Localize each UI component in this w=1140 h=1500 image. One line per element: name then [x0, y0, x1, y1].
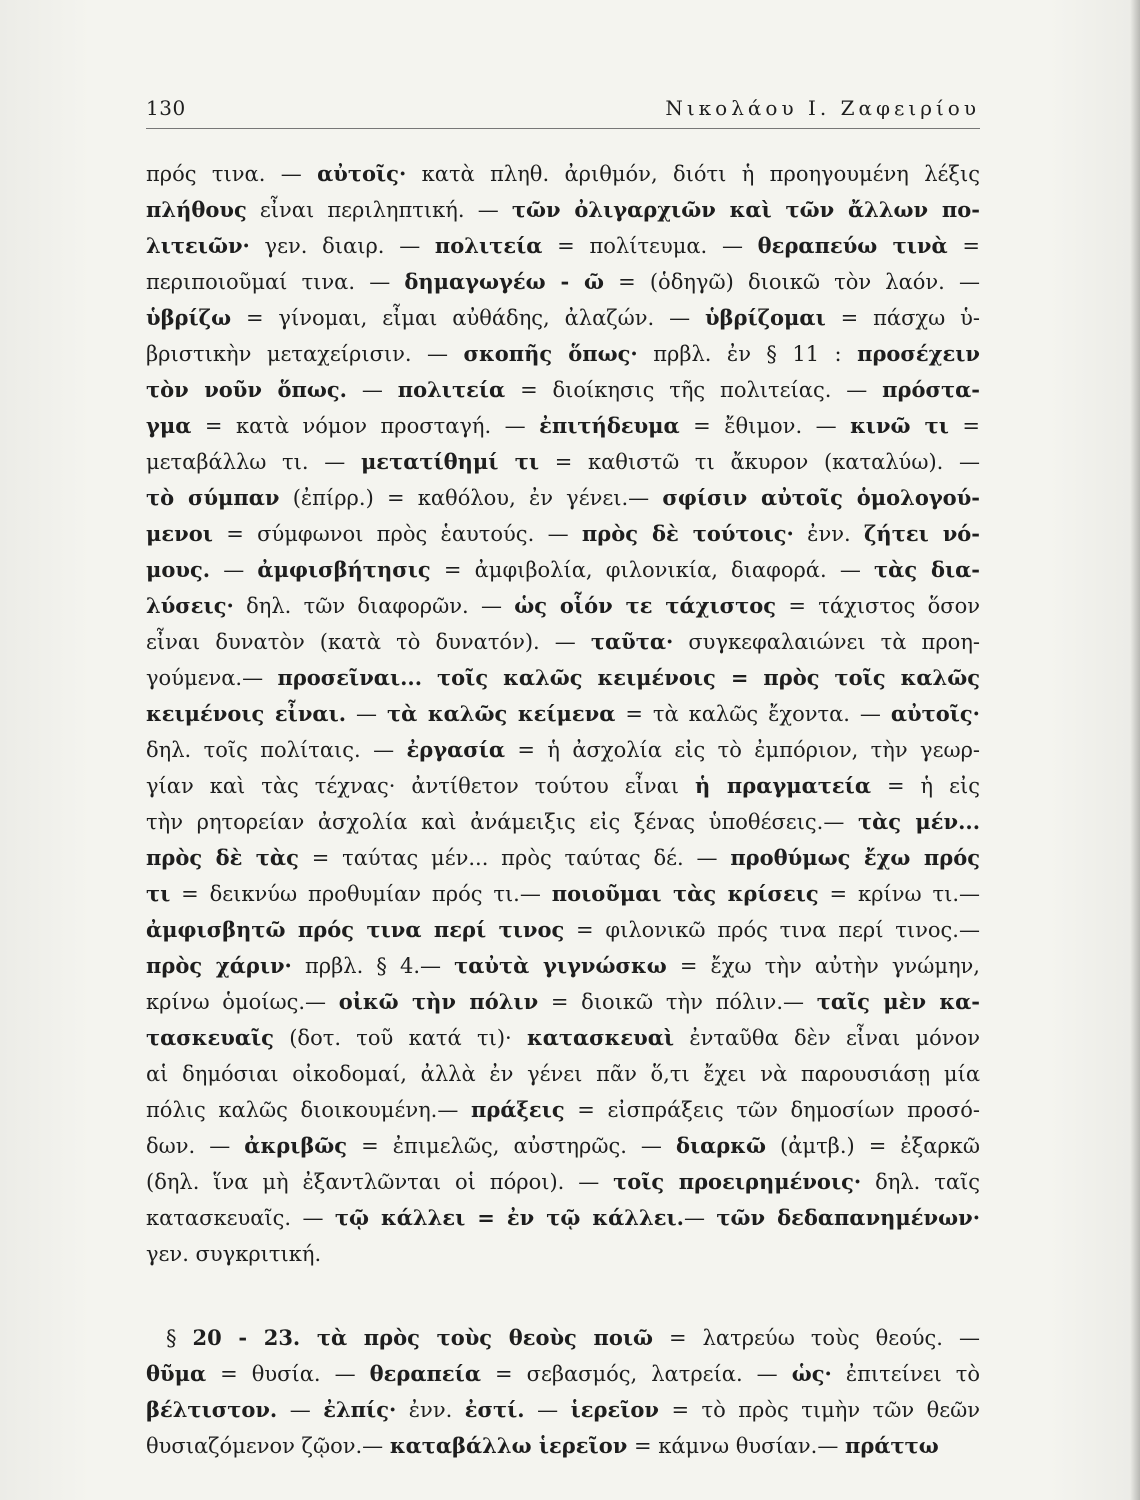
- bold-term: ταῦτα·: [590, 629, 674, 654]
- text-line: [146, 1428, 980, 1464]
- text-run: §: [166, 1326, 193, 1350]
- bold-term: μετατίθημί τι: [360, 449, 540, 474]
- text-line: [146, 768, 980, 804]
- bold-term: μους.: [146, 557, 211, 582]
- bold-term: κινῶ τι: [850, 413, 949, 438]
- text-run: (ἀμτβ.) = ἐξαρκῶ: [766, 1134, 980, 1158]
- text-run: κατασκευαῖς. —: [146, 1206, 335, 1230]
- bold-term: ἐπιτήδευμα: [539, 413, 680, 438]
- bold-term: μενοι: [146, 521, 213, 546]
- text-line: [146, 264, 980, 300]
- text-run: εἶναι περιληπτική. —: [246, 198, 512, 222]
- page-edge-shadow: [1130, 0, 1140, 1500]
- text-line: [146, 588, 980, 624]
- bold-term: ἡ πραγματεία: [695, 773, 871, 798]
- bold-term: ἱερεῖον: [570, 1397, 659, 1422]
- text-run: —: [524, 1398, 571, 1422]
- text-run: = εἰσπράξεις τῶν δημοσίων προσό-: [564, 1098, 980, 1122]
- text-run: ἐπιτείνει τὸ: [831, 1362, 980, 1386]
- text-run: = τὰ καλῶς ἔχοντα. —: [615, 702, 891, 726]
- text-line: [146, 516, 980, 552]
- text-run: —: [346, 378, 398, 402]
- text-run: = ἔθιμον. —: [679, 414, 851, 438]
- text-line: [146, 156, 980, 192]
- bold-term: κειμένοις εἶναι.: [146, 701, 347, 726]
- bold-term: τοῖς προειρημένοις·: [613, 1169, 862, 1194]
- text-run: —: [210, 558, 258, 582]
- bold-term: οἰκῶ τὴν πόλιν: [338, 989, 539, 1014]
- page-header: [146, 96, 980, 129]
- bold-term: ταὐτὰ γιγνώσκω: [454, 953, 667, 978]
- running-head: Νικολάου Ι. Ζαφειρίου: [665, 96, 980, 120]
- text-line: [146, 408, 980, 444]
- bold-term: ἀκριβῶς: [244, 1133, 348, 1158]
- text-line: [146, 372, 980, 408]
- text-run: (δηλ. ἵνα μὴ ἐξαντλῶνται οἱ πόροι). —: [146, 1170, 614, 1194]
- bold-term: ὡς·: [791, 1361, 832, 1386]
- text-run: κρίνω ὁμοίως.—: [146, 990, 339, 1014]
- bold-term: αὐτοῖς·: [890, 701, 980, 726]
- bold-term: πολιτεία: [434, 233, 543, 258]
- bold-term: τὸ σύμπαν: [146, 485, 280, 510]
- bold-term: ποιοῦμαι τὰς κρίσεις: [551, 881, 819, 906]
- text-run: τὴν ρητορείαν ἀσχολία καὶ ἀνάμειξις εἰς ξένας ὑποθέσεις.—: [146, 810, 858, 834]
- bold-term: προσέχειν: [857, 341, 980, 366]
- bold-term: διαρκῶ: [675, 1133, 766, 1158]
- text-run: κατὰ πληθ. ἀριθμόν, διότι ἡ προηγουμένη λέξις: [406, 162, 980, 186]
- bold-term: τῶν ὀλιγαρχιῶν καὶ τῶν ἄλλων πο-: [511, 197, 980, 222]
- text-run: (δοτ. τοῦ κατά τι)·: [273, 1026, 527, 1050]
- bold-term: πρὸς χάριν·: [146, 953, 292, 978]
- text-run: —: [346, 702, 387, 726]
- text-line: [146, 1200, 980, 1236]
- text-line: [146, 1320, 980, 1356]
- text-line: [146, 804, 980, 840]
- page-number: 130: [146, 96, 186, 120]
- text-run: = γίνομαι, εἶμαι αὐθάδης, ἀλαζών. —: [231, 306, 705, 330]
- text-line: [146, 912, 980, 948]
- text-run: περιποιοῦμαί τινα. —: [146, 270, 405, 294]
- text-line: [146, 948, 980, 984]
- bold-term: ὑβρίζω: [146, 305, 232, 330]
- bold-term: ἐστί.: [464, 1397, 525, 1422]
- text-line: [146, 444, 980, 480]
- text-line: [146, 1092, 980, 1128]
- text-run: = ταύτας μέν... πρὸς ταύτας δέ. —: [298, 846, 731, 870]
- text-line: [146, 300, 980, 336]
- bold-term: ὡς οἷόν τε τάχιστος: [514, 593, 777, 618]
- text-run: = κρίνω τι.—: [818, 882, 980, 906]
- text-run: = τὸ πρὸς τιμὴν τῶν θεῶν: [658, 1398, 980, 1422]
- text-line: [146, 1020, 980, 1056]
- text-line: [146, 660, 980, 696]
- bold-term: πράξεις: [471, 1097, 565, 1122]
- text-run: γεν. συγκριτική.: [146, 1242, 322, 1266]
- bold-term: τῶν δεδαπανημένων·: [716, 1205, 980, 1230]
- bold-term: τὰ καλῶς κείμενα: [386, 701, 616, 726]
- text-run: βριστικὴν μεταχείρισιν. —: [146, 342, 464, 366]
- text-run: = θυσία. —: [206, 1362, 370, 1386]
- bold-term: θεραπεύω τινὰ: [757, 233, 948, 258]
- text-line: [146, 732, 980, 768]
- bold-term: ὑβρίζομαι: [704, 305, 826, 330]
- text-line: [146, 552, 980, 588]
- text-line: [146, 192, 980, 228]
- text-run: εἶναι δυνατὸν (κατὰ τὸ δυνατόν). —: [146, 630, 591, 654]
- bold-term: θεραπεία: [369, 1361, 481, 1386]
- text-run: δηλ. ταῖς: [861, 1170, 980, 1194]
- text-run: = λατρεύω τοὺς θεούς. —: [653, 1326, 980, 1350]
- bold-term: ἀμφισβήτησις: [257, 557, 431, 582]
- text-line: [146, 984, 980, 1020]
- text-run: = ἐπιμελῶς, αὐστηρῶς. —: [347, 1134, 676, 1158]
- text-run: = διοικῶ τὴν πόλιν.—: [538, 990, 817, 1014]
- bold-term: πρὸς δὲ τὰς: [146, 845, 299, 870]
- text-run: ἐνταῦθα δὲν εἶναι μόνον: [674, 1026, 980, 1050]
- bold-term: τῷ κάλλει = ἐν τῷ κάλλει.: [334, 1205, 684, 1230]
- text-run: πόλις καλῶς διοικουμένη.—: [146, 1098, 471, 1122]
- bold-term: 20 - 23. τὰ πρὸς τοὺς θεοὺς ποιῶ: [192, 1325, 653, 1350]
- bold-term: τασκευαῖς: [146, 1025, 274, 1050]
- text-run: = διοίκησις τῆς πολιτείας. —: [505, 378, 883, 402]
- bold-term: πρόστα-: [882, 377, 980, 402]
- text-line: [146, 1128, 980, 1164]
- paragraph-break: [146, 1272, 980, 1320]
- bold-term: ἐλπίς·: [323, 1397, 397, 1422]
- text-line: [146, 480, 980, 516]
- bold-term: καταβάλλω ἱερεῖον: [389, 1433, 628, 1458]
- text-run: = πολίτευμα. —: [542, 234, 758, 258]
- bold-term: τι: [146, 881, 171, 906]
- bold-term: ταῖς μὲν κα-: [816, 989, 980, 1014]
- text-run: —: [277, 1398, 324, 1422]
- text-line: [146, 228, 980, 264]
- text-line: [146, 876, 980, 912]
- bold-term: πλήθους: [146, 197, 247, 222]
- bold-term: τὸν νοῦν ὅπως.: [146, 377, 347, 402]
- bold-term: σκοπῆς ὅπως·: [463, 341, 638, 366]
- text-run: (ἐπίρρ.) = καθόλου, ἐν γένει.—: [279, 486, 663, 510]
- text-line: [146, 1056, 980, 1092]
- text-run: = ἡ εἰς: [871, 774, 980, 798]
- text-run: γεν. διαιρ. —: [249, 234, 435, 258]
- text-run: γούμενα.—: [146, 666, 278, 690]
- text-run: θυσιαζόμενον ζῷον.—: [146, 1434, 390, 1458]
- text-run: = φιλονικῶ πρός τινα περί τινος.—: [564, 918, 980, 942]
- text-run: πρός τινα. —: [146, 162, 318, 186]
- bold-term: πράττω: [845, 1433, 939, 1458]
- bold-term: κατασκευαὶ: [526, 1025, 675, 1050]
- bold-term: ἀμφισβητῶ πρός τινα περί τινος: [146, 917, 565, 942]
- bold-term: ζήτει νό-: [863, 521, 980, 546]
- text-run: = ἔχω τὴν αὐτὴν γνώμην,: [666, 954, 980, 978]
- bold-term: πρὸς δὲ τούτοις·: [581, 521, 794, 546]
- bold-term: τὰς μέν...: [858, 809, 980, 834]
- bold-term: σφίσιν αὐτοῖς ὁμολογού-: [662, 485, 980, 510]
- text-run: γίαν καὶ τὰς τέχνας· ἀντίθετον τούτου εἶναι: [146, 774, 695, 798]
- commentary-text: [146, 156, 980, 1464]
- text-run: —: [684, 1206, 717, 1230]
- text-run: = πάσχω ὑ-: [825, 306, 980, 330]
- text-run: = τάχιστος ὅσον: [776, 594, 980, 618]
- text-run: = δεικνύω προθυμίαν πρός τι.—: [170, 882, 552, 906]
- text-line: [146, 336, 980, 372]
- bold-term: αὐτοῖς·: [317, 161, 407, 186]
- text-run: δηλ. τῶν διαφορῶν. —: [233, 594, 515, 618]
- text-run: = κάμνω θυσίαν.—: [627, 1434, 846, 1458]
- bold-term: λύσεις·: [146, 593, 234, 618]
- bold-term: θῦμα: [146, 1361, 207, 1386]
- text-run: = σύμφωνοι πρὸς ἑαυτούς. —: [212, 522, 582, 546]
- text-line: [146, 840, 980, 876]
- text-run: δων. —: [146, 1134, 245, 1158]
- bold-term: γμα: [146, 413, 192, 438]
- text-run: = καθιστῶ τι ἄκυρον (καταλύω). —: [539, 450, 980, 474]
- text-line: [146, 1236, 980, 1272]
- text-run: πρβλ. ἐν § 11 :: [637, 342, 858, 366]
- bold-term: βέλτιστον.: [146, 1397, 278, 1422]
- text-line: [146, 1392, 980, 1428]
- bold-term: πολιτεία: [397, 377, 506, 402]
- text-run: ἐνν.: [793, 522, 864, 546]
- text-line: [146, 696, 980, 732]
- bold-term: δημαγωγέω - ῶ: [404, 269, 604, 294]
- text-line: [146, 624, 980, 660]
- bold-term: προσεῖναι... τοῖς καλῶς κειμένοις = πρὸς τοῖς καλῶς: [277, 665, 980, 690]
- text-run: = ἀμφιβολία, φιλονικία, διαφορά. —: [430, 558, 875, 582]
- text-line: [146, 1164, 980, 1200]
- bold-term: προθύμως ἔχω πρός: [730, 845, 980, 870]
- text-run: δηλ. τοῖς πολίταις. —: [146, 738, 407, 762]
- bold-term: τὰς δια-: [874, 557, 980, 582]
- text-run: = ἡ ἀσχολία εἰς τὸ ἐμπόριον, τὴν γεωρ-: [505, 738, 980, 762]
- text-run: μεταβάλλω τι. —: [146, 450, 361, 474]
- bold-term: λιτειῶν·: [146, 233, 250, 258]
- text-line: [146, 1356, 980, 1392]
- text-run: =: [947, 234, 980, 258]
- text-run: αἱ δημόσιαι οἰκοδομαί, ἀλλὰ ἐν γένει πᾶν ὅ,τι ἔχει νὰ παρουσιάσῃ μία: [146, 1062, 980, 1086]
- text-run: συγκεφαλαιώνει τὰ προη-: [673, 630, 980, 654]
- text-run: πρβλ. § 4.—: [291, 954, 455, 978]
- text-run: = (ὁδηγῶ) διοικῶ τὸν λαόν. —: [603, 270, 980, 294]
- text-run: = σεβασμός, λατρεία. —: [480, 1362, 792, 1386]
- text-run: = κατὰ νόμον προσταγή. —: [191, 414, 540, 438]
- text-run: ἐνν.: [396, 1398, 465, 1422]
- text-run: =: [948, 414, 980, 438]
- bold-term: ἐργασία: [406, 737, 506, 762]
